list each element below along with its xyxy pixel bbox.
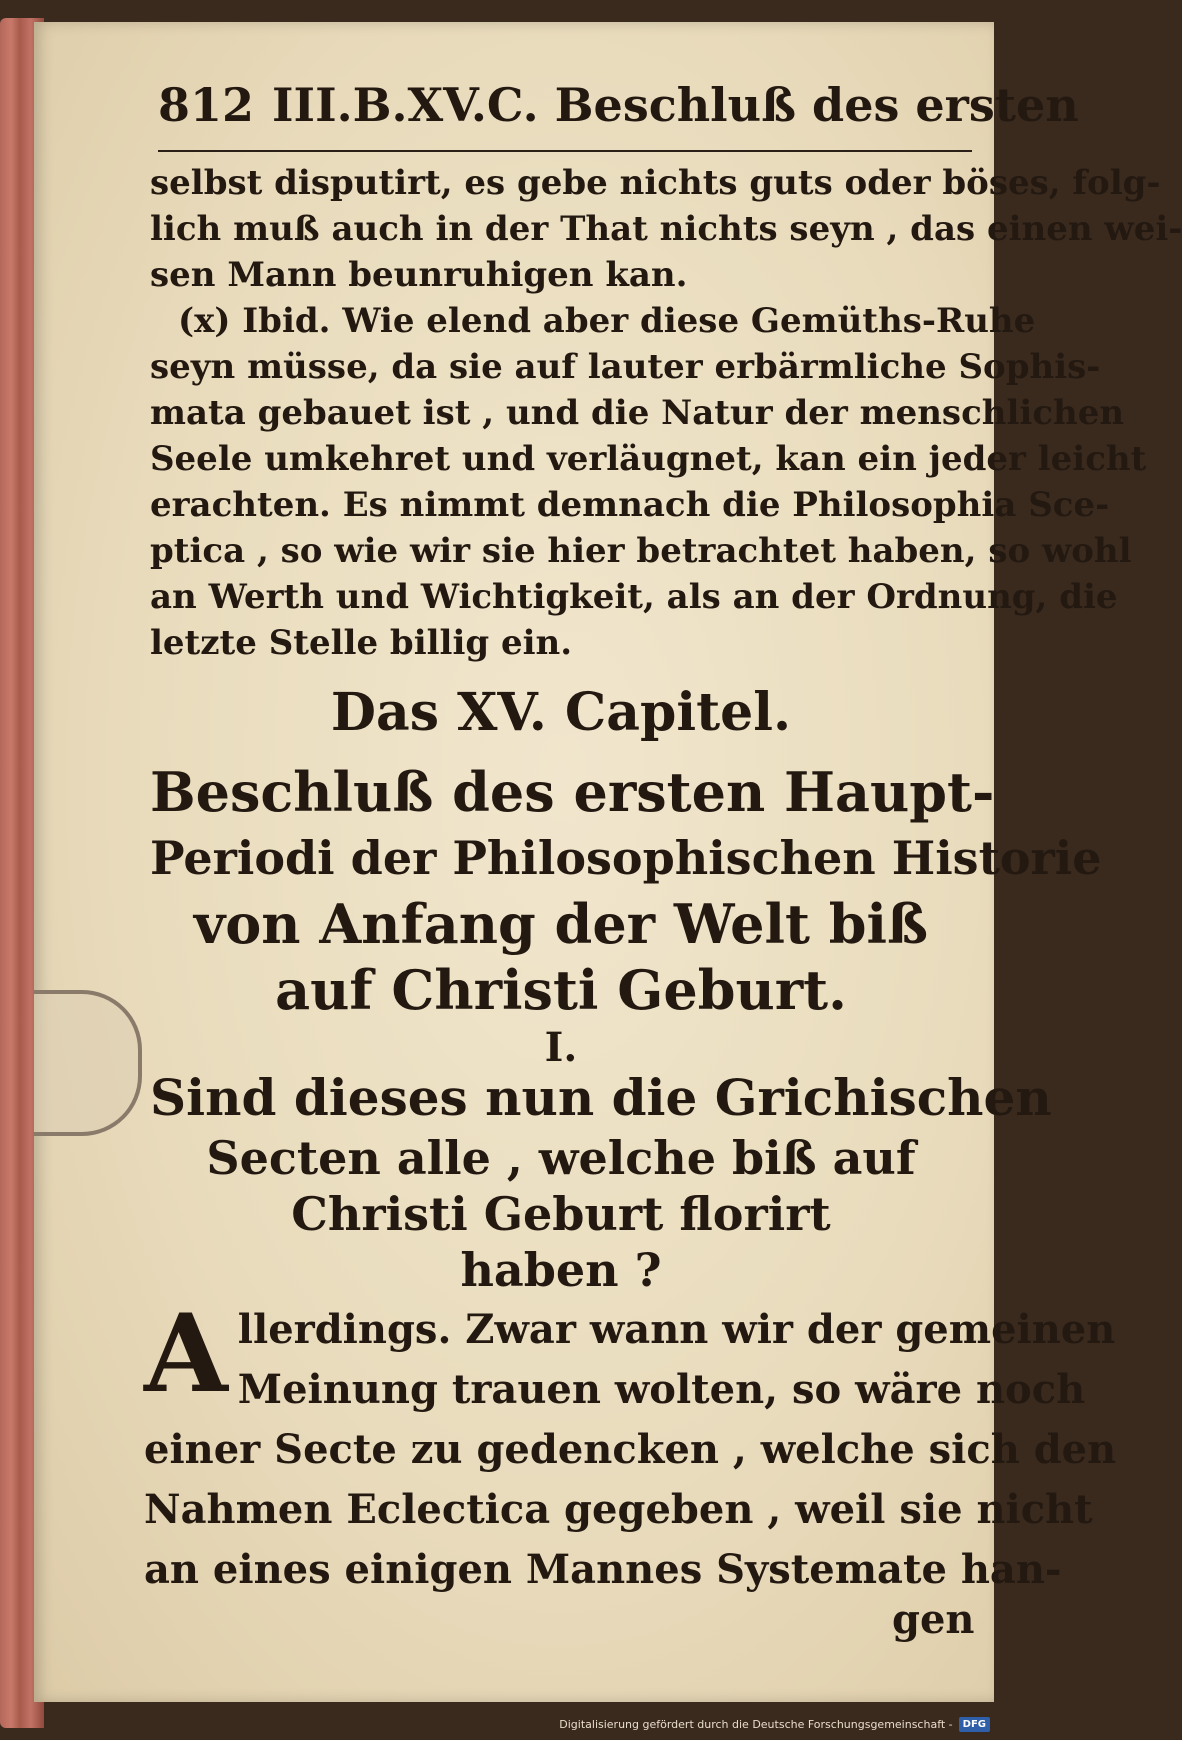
text-line: an Werth und Wichtigkeit, als an der Ordnung, die bbox=[150, 577, 1118, 617]
running-title: III.B.XV.C. Beschluß des ersten bbox=[272, 78, 1079, 132]
section-question-line: Sind dieses nun die Grichischen bbox=[150, 1068, 1052, 1127]
text-line: erachten. Es nimmt demnach die Philosophia Sce- bbox=[150, 485, 1110, 525]
digitization-credit bbox=[559, 1712, 990, 1736]
paragraph-continuation bbox=[150, 160, 1182, 298]
text-line: sen Mann beunruhigen kan. bbox=[150, 255, 688, 295]
credit-text: Digitalisierung gefördert durch die Deutsche Forschungsgemeinschaft - bbox=[559, 1717, 953, 1731]
header-rule bbox=[158, 150, 972, 152]
text-line: Meinung trauen wolten, so wäre noch bbox=[237, 1366, 1086, 1413]
text-line: lich muß auch in der That nichts seyn , das einen wei- bbox=[150, 209, 1182, 249]
text-line: an eines einigen Mannes Systemate han- bbox=[144, 1546, 1062, 1593]
section-question-line: Christi Geburt florirt bbox=[291, 1187, 831, 1241]
page-number: 812 bbox=[158, 78, 255, 132]
page-clip bbox=[34, 990, 142, 1136]
text-line: ptica , so wie wir sie hier betrachtet haben, so wohl bbox=[150, 531, 1132, 571]
text-line: selbst disputirt, es gebe nichts guts oder böses, folg- bbox=[150, 163, 1161, 203]
text-line: Nahmen Eclectica gegeben , weil sie nicht bbox=[144, 1486, 1093, 1533]
chapter-title-line: Beschluß des ersten Haupt- bbox=[150, 760, 995, 824]
catchword: gen bbox=[892, 1596, 975, 1643]
text-line: letzte Stelle billig ein. bbox=[150, 623, 573, 663]
text-line: einer Secte zu gedencken , welche sich den bbox=[144, 1426, 1117, 1473]
chapter-number: Das XV. Capitel. bbox=[330, 682, 792, 743]
text-line: (x) Ibid. Wie elend aber diese Gemüths-Ruhe bbox=[178, 301, 1036, 341]
chapter-title-line: Periodi der Philosophischen Historie bbox=[150, 831, 1102, 885]
text-line: seyn müsse, da sie auf lauter erbärmliche Sophis- bbox=[150, 347, 1101, 387]
body-paragraph bbox=[144, 1291, 1117, 1600]
drop-capital: A bbox=[144, 1291, 228, 1417]
section-numeral: I. bbox=[544, 1024, 578, 1071]
section-question-line: haben ? bbox=[460, 1243, 662, 1297]
footnote-paragraph bbox=[150, 298, 1147, 666]
chapter-title-line: auf Christi Geburt. bbox=[275, 958, 847, 1022]
text-line: mata gebauet ist , und die Natur der menschlichen bbox=[150, 393, 1125, 433]
chapter-title-line: von Anfang der Welt biß bbox=[193, 892, 929, 956]
running-header bbox=[158, 78, 1079, 140]
dfg-logo: DFG bbox=[959, 1717, 990, 1732]
text-line: Seele umkehret und verläugnet, kan ein jeder leicht bbox=[150, 439, 1147, 479]
text-line: llerdings. Zwar wann wir der gemeinen bbox=[237, 1306, 1116, 1353]
section-question-line: Secten alle , welche biß auf bbox=[206, 1131, 916, 1185]
